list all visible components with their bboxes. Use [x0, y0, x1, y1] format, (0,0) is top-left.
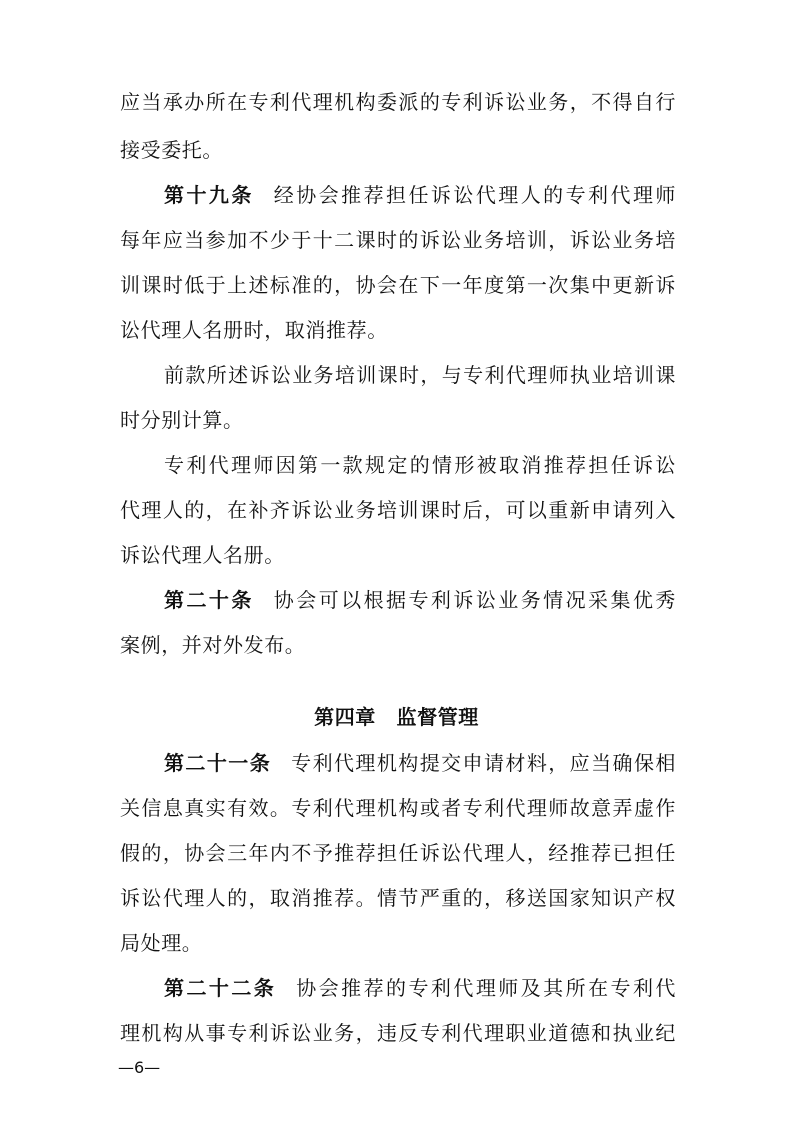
article-20-text: 协会可以根据专利诉讼业务情况采集优秀 [273, 588, 676, 612]
text-line: 代理人的，在补齐诉讼业务培训课时后，可以重新申请列入 [120, 498, 676, 522]
text-line: 理机构从事专利诉讼业务，违反专利代理职业道德和执业纪 [120, 1021, 676, 1045]
article-21-heading: 第二十一条 [164, 751, 272, 775]
article-19-heading: 第十九条 [164, 183, 254, 207]
article-22-text: 协会推荐的专利代理师及其所在专利代 [296, 976, 677, 1000]
article-20-heading: 第二十条 [164, 588, 254, 612]
article-20-first-line [164, 587, 676, 613]
article-19-text: 经协会推荐担任诉讼代理人的专利代理师 [273, 183, 676, 207]
text-line: 前款所述诉讼业务培训课时，与专利代理师执业培训课 [164, 363, 676, 387]
text-line: 应当承办所在专利代理机构委派的专利诉讼业务，不得自行 [120, 90, 676, 114]
article-22-heading: 第二十二条 [164, 976, 277, 1000]
text-line: 专利代理师因第一款规定的情形被取消推荐担任诉讼 [164, 453, 676, 477]
article-19-first-line [164, 182, 676, 208]
text-line: 案例，并对外发布。 [120, 633, 306, 657]
text-line: 局处理。 [120, 931, 203, 955]
text-line: 讼代理人名册时，取消推荐。 [120, 318, 388, 342]
text-line: 训课时低于上述标准的，协会在下一年度第一次集中更新诉 [120, 273, 676, 297]
text-line: 假的，协会三年内不予推荐担任诉讼代理人，经推荐已担任 [120, 841, 676, 865]
page-number: —6— [118, 1058, 161, 1077]
article-21-first-line [164, 750, 676, 776]
text-line: 诉讼代理人名册。 [120, 543, 285, 567]
text-line: 接受委托。 [120, 138, 223, 162]
article-22-first-line [164, 975, 676, 1001]
text-line: 每年应当参加不少于十二课时的诉讼业务培训，诉讼业务培 [120, 228, 676, 252]
text-line: 诉讼代理人的，取消推荐。情节严重的，移送国家知识产权 [120, 886, 676, 910]
article-21-text: 专利代理机构提交申请材料，应当确保相 [291, 751, 676, 775]
text-line: 关信息真实有效。专利代理机构或者专利代理师故意弄虚作 [120, 796, 676, 820]
chapter-heading: 第四章 监督管理 [314, 705, 479, 729]
text-line: 时分别计算。 [120, 408, 244, 432]
